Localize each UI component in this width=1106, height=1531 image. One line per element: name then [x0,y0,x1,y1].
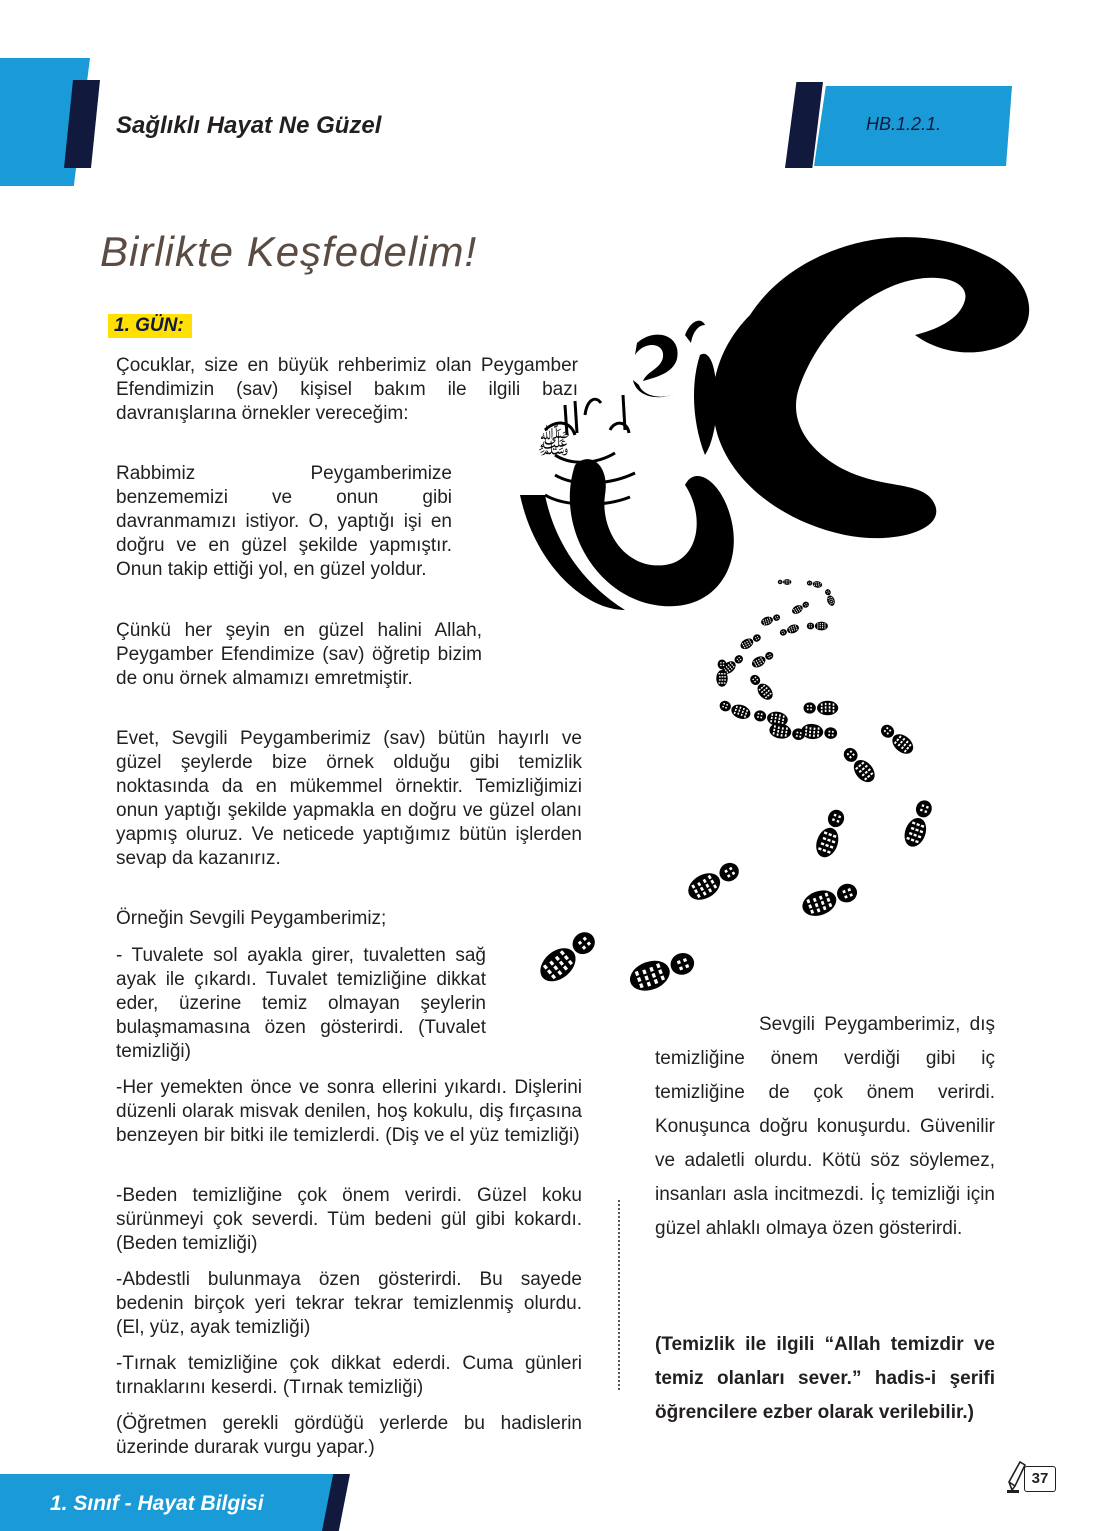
day-label: 1. GÜN: [108,314,192,338]
paragraph-teacher-hint: (Öğretmen gerekli gördüğü yerlerde bu hadislerin üzerinde durarak vurgu yapar.) [116,1413,582,1458]
list-item-yemek: -Her yemekten önce ve sonra ellerini yıkardı. Dişlerini düzenli olarak misvak denilen, hoş kokulu, diş fırçasına benzeyen bir bitki ile temizlerdi. (Diş ve el yüz temizliği) [116,1077,582,1146]
list-item-beden: -Beden temizliğine çok önem verirdi. Güzel koku sürünmeyi çok severdi. Tüm bedeni gül gibi kokardı. (Beden temizliği) [116,1185,582,1254]
list-item-tirnak: -Tırnak temizliğine çok dikkat ederdi. Cuma günleri tırnaklarını keserdi. (Tırnak temizliği) [116,1353,582,1398]
unit-title: Sağlıklı Hayat Ne Güzel [116,112,382,139]
paragraph-ic-temizlik: Sevgili Peygamberimiz, dış temizliğine önem verdiği gibi iç temizliğine de çok önem verirdi. Konuşunca doğru konuşurdu. Güvenilir ve adaletli olurdu. Kötü söz söylemez, insanları asla incitmezdi. İç temizliği için güzel ahlaklı olmaya özen gösterirdi. [655,1014,995,1239]
page-number: 37 [1024,1466,1056,1492]
paragraph-ornegin: Örneğin Sevgili Peygamberimiz; [116,908,387,929]
calligraphy-muhammad-icon [515,225,1035,615]
list-item-abdest: -Abdestli bulunmaya özen gösterirdi. Bu sayede bedenin birçok yeri tekrar tekrar temizlenmiş olurdu. (El, yüz, ayak temizliği) [116,1269,582,1338]
paragraph-rabbimiz: Rabbimiz Peygamberimize benzememizi ve onun gibi davranmamızı istiyor. O, yaptığı işi en doğru ve en güzel şekilde yapmıştır. Onun takip ettiği yol, en güzel yoldur. [116,463,452,580]
footprints-trail-icon [500,570,960,1030]
section-title: Birlikte Keşfedelim! [100,228,478,275]
svg-text:ﷺ: ﷺ [537,427,571,460]
outcome-code: HB.1.2.1. [866,114,942,134]
footer-subject: 1. Sınıf - Hayat Bilgisi [50,1492,264,1515]
paragraph-intro: Çocuklar, size en büyük rehberimiz olan Peygamber Efendimizin (sav) kişisel bakım ile ilgili bazı davranışlarına örnekler vereceğim: [116,355,578,424]
column-divider [618,1200,620,1390]
teacher-note: (Temizlik ile ilgili “Allah temizdir ve temiz olanları sever.” hadis-i şerifi öğrencilere ezber olarak verilebilir.) [655,1334,995,1423]
paragraph-cunku: Çünkü her şeyin en güzel halini Allah, Peygamber Efendimize (sav) öğretip bizim de onu örnek almamızı emretmiştir. [116,620,482,689]
list-item-tuvalet: - Tuvalete sol ayakla girer, tuvaletten sağ ayak ile çıkardı. Tuvalet temizliğine dikkat eder, üzerine temiz olmayan şeylerin bulaşmamasına özen gösterirdi. (Tuvalet temizliği) [116,945,486,1062]
paragraph-evet: Evet, Sevgili Peygamberimiz (sav) bütün hayırlı ve güzel şeylerde bize örnek olduğu gibi temizlik noktasında da en mükemmel örnektir. Temizliğimizi onun yaptığı şekilde yapmakla en doğru ve güzel olanı yapmış oluruz. Ve neticede yaptığımız bütün işlerden sevap da kazanırız. [116,728,582,869]
